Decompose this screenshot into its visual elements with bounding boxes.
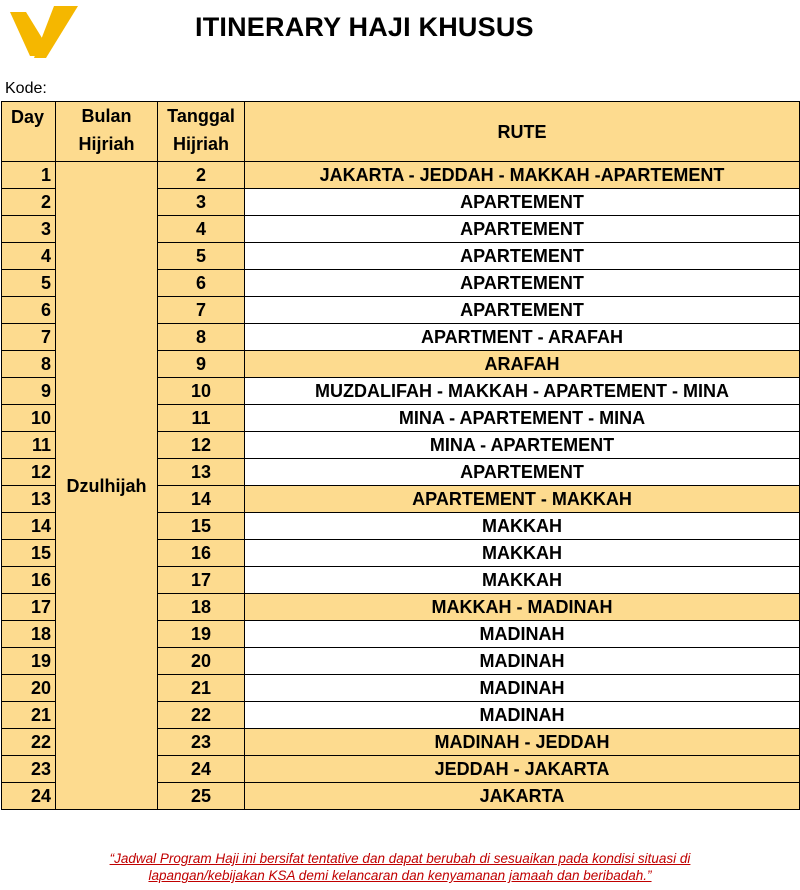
cell-day: 22 <box>2 729 56 756</box>
cell-tanggal: 21 <box>158 675 245 702</box>
cell-rute: ARAFAH <box>245 351 800 378</box>
cell-rute: MADINAH <box>245 675 800 702</box>
cell-tanggal: 13 <box>158 459 245 486</box>
disclaimer-line1: “Jadwal Program Haji ini bersifat tentative dan dapat berubah di sesuaikan pada kondisi situasi di <box>109 851 691 866</box>
cell-day: 13 <box>2 486 56 513</box>
cell-rute: MAKKAH <box>245 567 800 594</box>
cell-day: 12 <box>2 459 56 486</box>
brand-logo-icon <box>8 4 78 58</box>
cell-rute: APARTEMENT <box>245 297 800 324</box>
cell-rute: APARTEMENT - MAKKAH <box>245 486 800 513</box>
cell-day: 2 <box>2 189 56 216</box>
header-bulan-line1: Bulan <box>81 106 132 126</box>
disclaimer-note <box>0 850 800 884</box>
cell-day: 19 <box>2 648 56 675</box>
cell-rute: MAKKAH <box>245 513 800 540</box>
cell-rute: JEDDAH - JAKARTA <box>245 756 800 783</box>
cell-tanggal: 25 <box>158 783 245 810</box>
cell-tanggal: 19 <box>158 621 245 648</box>
cell-tanggal: 7 <box>158 297 245 324</box>
cell-rute: APARTMENT - ARAFAH <box>245 324 800 351</box>
cell-rute: APARTEMENT <box>245 270 800 297</box>
cell-rute: APARTEMENT <box>245 189 800 216</box>
cell-day: 23 <box>2 756 56 783</box>
cell-tanggal: 20 <box>158 648 245 675</box>
cell-rute: JAKARTA <box>245 783 800 810</box>
cell-day: 6 <box>2 297 56 324</box>
cell-rute: MADINAH <box>245 702 800 729</box>
cell-tanggal: 15 <box>158 513 245 540</box>
cell-bulan: Dzulhijah <box>56 162 158 810</box>
header-bulan <box>56 102 158 162</box>
table-row <box>2 162 800 189</box>
cell-tanggal: 4 <box>158 216 245 243</box>
table-header <box>2 102 800 162</box>
cell-day: 3 <box>2 216 56 243</box>
cell-tanggal: 11 <box>158 405 245 432</box>
table-body <box>2 162 800 810</box>
cell-tanggal: 22 <box>158 702 245 729</box>
cell-tanggal: 23 <box>158 729 245 756</box>
itinerary-table <box>1 101 800 810</box>
cell-rute: MADINAH <box>245 621 800 648</box>
cell-tanggal: 24 <box>158 756 245 783</box>
cell-day: 21 <box>2 702 56 729</box>
cell-tanggal: 3 <box>158 189 245 216</box>
cell-tanggal: 18 <box>158 594 245 621</box>
cell-tanggal: 10 <box>158 378 245 405</box>
cell-day: 17 <box>2 594 56 621</box>
cell-day: 10 <box>2 405 56 432</box>
header-bulan-line2: Hijriah <box>78 134 135 154</box>
header-tanggal-line1: Tanggal <box>167 106 235 126</box>
cell-day: 11 <box>2 432 56 459</box>
header-rute: RUTE <box>245 102 800 162</box>
cell-day: 8 <box>2 351 56 378</box>
cell-tanggal: 17 <box>158 567 245 594</box>
cell-rute: MADINAH - JEDDAH <box>245 729 800 756</box>
cell-day: 18 <box>2 621 56 648</box>
cell-day: 7 <box>2 324 56 351</box>
cell-tanggal: 9 <box>158 351 245 378</box>
cell-day: 20 <box>2 675 56 702</box>
cell-tanggal: 8 <box>158 324 245 351</box>
cell-rute: APARTEMENT <box>245 243 800 270</box>
cell-rute: MAKKAH <box>245 540 800 567</box>
cell-rute: APARTEMENT <box>245 216 800 243</box>
page-title: ITINERARY HAJI KHUSUS <box>195 12 534 42</box>
disclaimer-line2: lapangan/kebijakan KSA demi kelancaran dan kenyamanan jamaah dan beribadah.” <box>148 868 652 883</box>
cell-rute: MUZDALIFAH - MAKKAH - APARTEMENT - MINA <box>245 378 800 405</box>
cell-rute: APARTEMENT <box>245 459 800 486</box>
cell-tanggal: 6 <box>158 270 245 297</box>
cell-rute: MINA - APARTEMENT <box>245 432 800 459</box>
cell-rute: MINA - APARTEMENT - MINA <box>245 405 800 432</box>
cell-day: 16 <box>2 567 56 594</box>
cell-day: 1 <box>2 162 56 189</box>
cell-day: 14 <box>2 513 56 540</box>
cell-day: 9 <box>2 378 56 405</box>
cell-tanggal: 16 <box>158 540 245 567</box>
cell-tanggal: 5 <box>158 243 245 270</box>
cell-tanggal: 14 <box>158 486 245 513</box>
cell-tanggal: 2 <box>158 162 245 189</box>
cell-rute: MAKKAH - MADINAH <box>245 594 800 621</box>
cell-rute: JAKARTA - JEDDAH - MAKKAH -APARTEMENT <box>245 162 800 189</box>
header-tanggal <box>158 102 245 162</box>
cell-rute: MADINAH <box>245 648 800 675</box>
cell-day: 15 <box>2 540 56 567</box>
cell-day: 4 <box>2 243 56 270</box>
kode-label: Kode: <box>5 80 47 97</box>
cell-day: 5 <box>2 270 56 297</box>
header-day: Day <box>2 102 56 162</box>
cell-tanggal: 12 <box>158 432 245 459</box>
cell-day: 24 <box>2 783 56 810</box>
header-tanggal-line2: Hijriah <box>172 134 229 154</box>
